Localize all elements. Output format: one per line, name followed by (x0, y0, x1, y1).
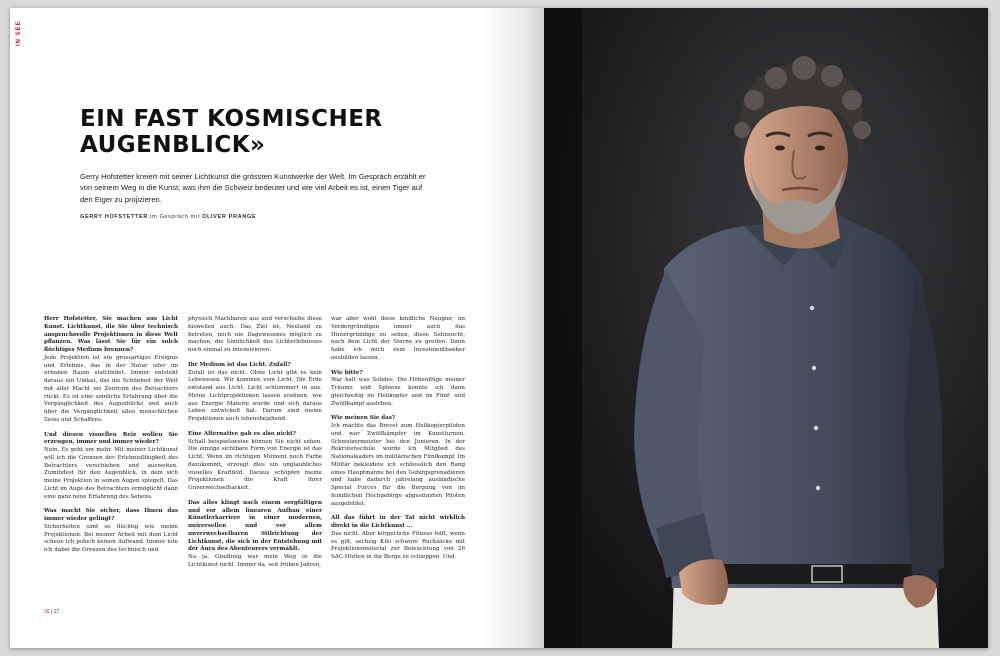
answer: war aber wohl diese kindliche Neugier, im Vordergründigen immer auch das Hintergründige zu sehen, diese Sehnsucht, nach dem Licht der Sterne zu greifen. Dann habe ich mich zum Investmentbanker ausbilden lassen. (331, 316, 465, 361)
question: Herr Hofstetter, Sie machen aus Licht Kunst. Lichtkunst, die Sie über technisch anspruchsvolle Projektionen in diese Welt pflanzen. Was lässt Sie für ein solch flüchtiges Medium brennen? (44, 316, 178, 353)
answer: Das nicht. Aber körperliche Fitness hilft, wenn es gilt, sechzig Kilo schwere Rucksäcke mit Projektionsmaterial zur Beleuchtung von 26 SAC-Hütten in die Berge zu schleppen. Und (331, 530, 465, 560)
page-number-right: 17 (53, 609, 60, 615)
answer: Schall beispielsweise können Sie nicht sehen. Die einzige sichtbare Form von Energie ist das Licht. Wenn im richtigen Moment noch Farbe dazukommt, erzeugt dies ein unglaubliches visuelles Kraftfeld. Daraus schöpfen meine Projektionen die Kraft ihrer Unverwechselbarkeit. (188, 438, 322, 491)
question: Das alles klingt nach einem sorgfältigen und vor allem linearen Aufbau einer Künstlerkarriere in einer modernen, universellen und vor allem unverwechselbaren Stilrichtung der Lichtkunst, die sich in der Entstehung mit der Aura des Abenteurers vermählt. (188, 499, 322, 553)
answer: Sicherheiten sind so flüchtig wie meine Projektionen. Bei meiner Arbeit mit dem Licht scheue ich jedoch keinen Aufwand. Immer lote ich dabei die Grenzen des technisch und (44, 523, 178, 553)
headline: EIN FAST KOSMISCHER AUGENBLICK» (80, 106, 383, 158)
left-page (10, 8, 544, 648)
qa-block (44, 508, 178, 555)
answer: Jede Projektion ist ein grossartiges Ereignis und Erlebnis, das in der Natur oder im urbanen Raum stattfindet. Immer entsteht daraus ein Unikat, das die Schönheit der Welt mit aller Macht ins Zentrum des Betrachters rückt. Es ist eine sinnliche Erfahrung über die Vergänglichkeit des Augenblicks und auch über die Vergänglichkeit allen menschlichen Seins und Schaffens. (44, 354, 178, 423)
qa-block (188, 431, 322, 493)
right-eye (815, 146, 825, 151)
page-number-separator: | (49, 609, 54, 615)
text-column-2 (188, 316, 322, 577)
question: All das führt in der Tat nicht wirklich direkt in die Lichtkunst … (331, 515, 465, 529)
question: Und diesen visuellen Reiz wollen Sie erzeugen, immer und immer wieder? (44, 431, 178, 446)
qa-block (44, 316, 178, 425)
answer: Zufall ist das nicht. Ohne Licht gibt es kein Lebewesen. Wir kommen vom Licht. Die Erde entstand aus Licht. Licht schlummert in uns. Meine Lichtprojektionen lassen erahnen, wie aus Energie Materie wurde und sich daraus Leben entwickelt hat. Darum sind meine Projektionen auch lebensbejahend. (188, 369, 322, 422)
byline-author: GERRY HOFSTETTER (80, 214, 149, 220)
left-eye (775, 146, 785, 151)
qa-block (188, 362, 322, 424)
qa-block (331, 415, 465, 508)
qa-block (44, 432, 178, 502)
magazine-spread (10, 8, 988, 648)
page-numbers (44, 609, 59, 615)
question: Eine Alternative gab es also nicht? (188, 430, 296, 437)
question: Wie bitte? (331, 369, 363, 376)
gutter-shadow (544, 8, 582, 648)
question: Was macht Sie sicher, dass Ihnen das immer wieder gelingt? (44, 508, 178, 522)
answer: physisch Machbaren aus und verschiebe diese bisweilen auch. Das Ziel ist, Neuland zu betreten, noch nie Dagewesenes möglich zu machen, die Sinnlichkeit des Lichterlebnisses noch einmal zu intensivieren. (188, 316, 322, 353)
byline (80, 214, 256, 220)
text-column-3 (331, 316, 465, 569)
answer: War halt was Solides. Die Höhenflüge meiner Träume und Spleens konnte ich dann gleichzeitig im Helikopter und im Fünf- und Zwölfkampf ausleben. (331, 377, 465, 407)
portrait-photo (544, 8, 988, 648)
qa-block (331, 370, 465, 409)
section-tag: IN SEE (16, 20, 22, 46)
answer: Ich machte das Brevet zum Helikopterpiloten und war Zwölfkämpfer im Kunstturnen, Schweizermeister bei den Junioren. In der Rekrutenschule wurde ich Mitglied des Nationalkaders im militärischen Fünfkampf. Im Militär bekleidete ich schliesslich den Rang eines Hauptmanns bei den Gebirgsgrenadieren und habe dadurch jahrelang ausländische Special Forces für die Bergung von im feindlichen Hochgebirge abgestürzten Piloten ausgebildet. (331, 423, 465, 507)
text-column-1 (44, 316, 178, 562)
byline-connector: im Gespräch mit (148, 214, 203, 220)
qa-block (331, 515, 465, 562)
question: Ihr Medium ist das Licht. Zufall? (188, 361, 291, 368)
byline-interviewer: OLIVER PRANGE (202, 214, 257, 220)
question: Wie meinen Sie das? (331, 415, 396, 422)
answer: Nein. Es geht um mehr. Mit meiner Lichtkunst will ich die Grenzen der Erlebnisfähigkeit des Betrachters verschieben und ausweiten. Zumindest für den Augenblick, in dem sich meine Projektion in seinen Augen spiegelt. Das Licht im Auge des Betrachters ermöglicht dann eine ganz neue Erfahrung des Sehens. (44, 447, 178, 500)
lead-paragraph: Gerry Hofstetter kreiert mit seiner Lichtkunst die grössten Kunstwerke der Welt. Im Gespräch erzählt er von seinem Weg in die Kunst, was ihm die Schweiz bedeutet und wie viel Arbeit es ist, einen Tiger auf den Eiger zu projizieren. (80, 172, 426, 204)
page-number-left: 16 (44, 609, 50, 615)
answer: Na ja. Gradlinig war mein Weg in die Lichtkunst nicht. Immer da, seit frühen Jahren, (188, 554, 322, 568)
qa-block (331, 316, 465, 363)
right-page-photo (544, 8, 988, 648)
qa-block (188, 500, 322, 570)
qa-block (188, 316, 322, 355)
